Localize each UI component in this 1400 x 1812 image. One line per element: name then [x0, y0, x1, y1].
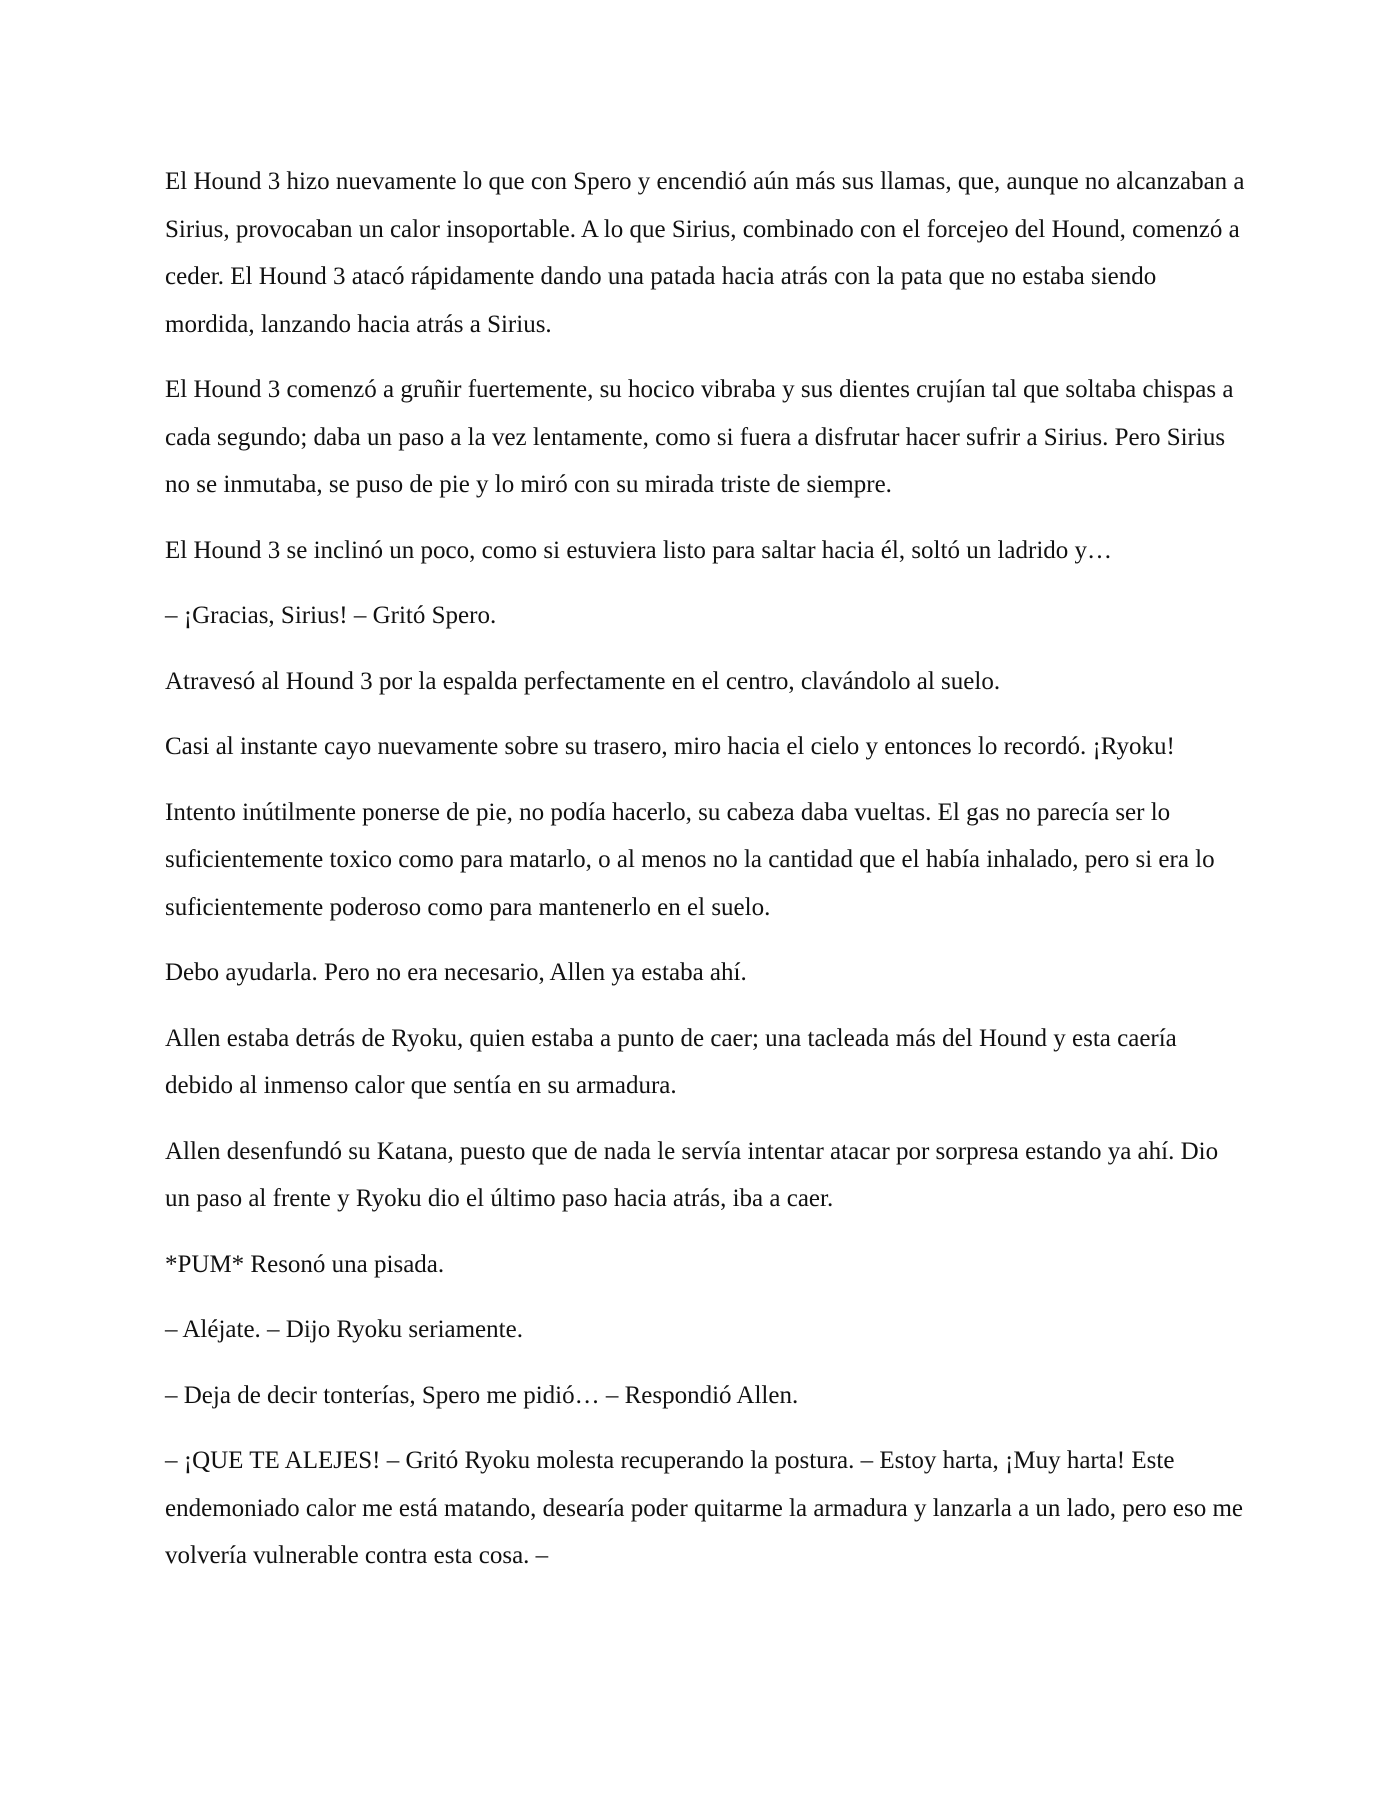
paragraph: Casi al instante cayo nuevamente sobre su trasero, miro hacia el cielo y entonces lo recordó. ¡Ryoku! — [165, 733, 1175, 760]
dialogue-line: – Aléjate. – Dijo Ryoku seriamente. — [165, 1316, 523, 1343]
paragraph: *PUM* Resonó una pisada. — [165, 1250, 445, 1278]
dialogue-line: – ¡QUE TE ALEJES! – Gritó Ryoku molesta recuperando la postura. – Estoy harta, ¡Muy harta! Este endemoniado calor me está matando, desearía poder quitarme la armadura y lanzarla a un lado, pero eso me volvería vulnerable contra esta cosa. – — [165, 1447, 1244, 1569]
document-body — [165, 158, 1245, 1598]
paragraph: El Hound 3 se inclinó un poco, como si estuviera listo para saltar hacia él, soltó un ladrido y… — [165, 536, 1113, 564]
paragraph: Atravesó al Hound 3 por la espalda perfectamente en el centro, clavándolo al suelo. — [165, 667, 1001, 695]
paragraph: Allen estaba detrás de Ryoku, quien estaba a punto de caer; una tacleada más del Hound y esta caería debido al inmenso calor que sentía en su armadura. — [165, 1024, 1177, 1099]
paragraph: Allen desenfundó su Katana, puesto que de nada le servía intentar atacar por sorpresa estando ya ahí. Dio un paso al frente y Ryoku dio el último paso hacia atrás, iba a caer. — [165, 1137, 1219, 1212]
paragraph: El Hound 3 comenzó a gruñir fuertemente, su hocico vibraba y sus dientes crujían tal que soltaba chispas a cada segundo; daba un paso a la vez lentamente, como si fuera a disfrutar hacer sufrir a Sirius. Pero Sirius no se inmutaba, se puso de pie y lo miró con su mirada triste de siempre. — [165, 376, 1234, 498]
paragraph: Intento inútilmente ponerse de pie, no podía hacerlo, su cabeza daba vueltas. El gas no parecía ser lo suficientemente toxico como para matarlo, o al menos no la cantidad que el había inhalado, pero si era lo suficientemente poderoso como para mantenerlo en el suelo. — [165, 798, 1215, 921]
dialogue-line: – ¡Gracias, Sirius! – Gritó Spero. — [165, 602, 497, 629]
dialogue-line: – Deja de decir tonterías, Spero me pidió… – Respondió Allen. — [165, 1381, 799, 1409]
paragraph: Debo ayudarla. Pero no era necesario, Allen ya estaba ahí. — [165, 959, 747, 986]
paragraph: El Hound 3 hizo nuevamente lo que con Spero y encendió aún más sus llamas, que, aunque no alcanzaban a Sirius, provocaban un calor insoportable. A lo que Sirius, combinado con el forcejeo del Hound, comenzó a ceder. El Hound 3 atacó rápidamente dando una patada hacia atrás con la pata que no estaba siendo mordida, lanzando hacia atrás a Sirius. — [165, 168, 1245, 338]
